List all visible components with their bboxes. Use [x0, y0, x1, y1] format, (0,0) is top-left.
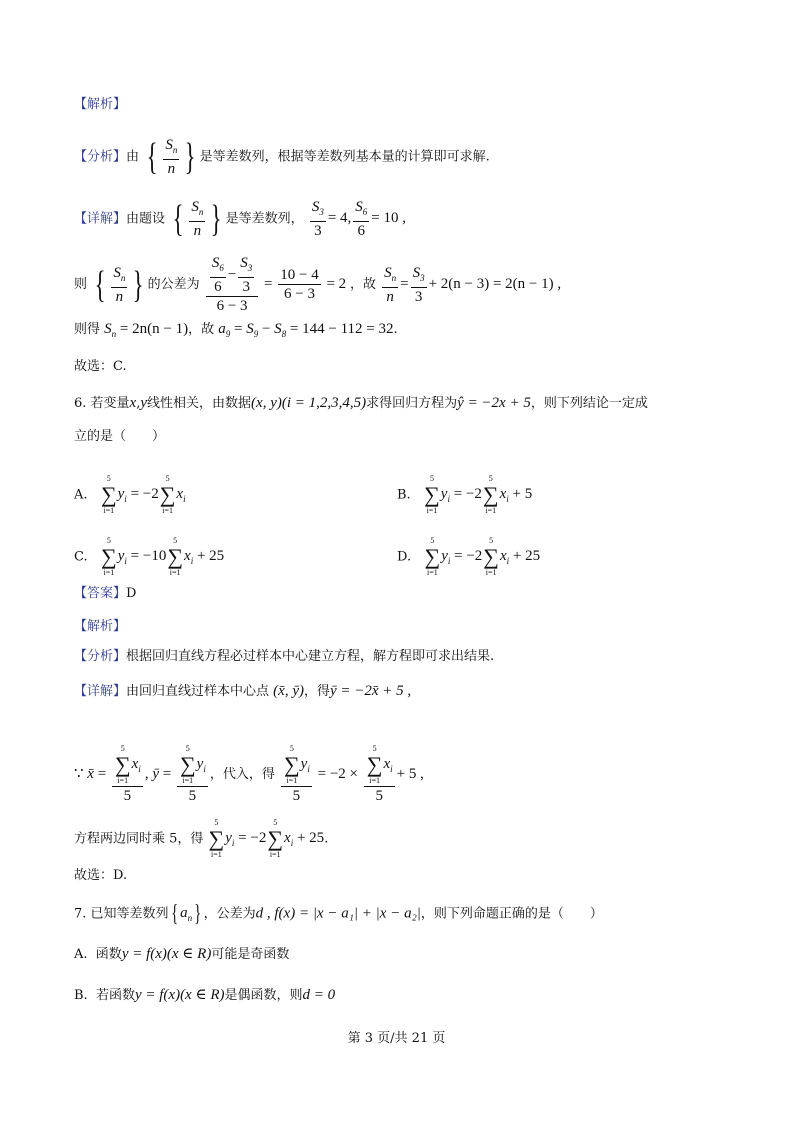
jiexi-label-1: 【解析】 — [74, 97, 127, 112]
page-footer: 第 3 页/共 21 页 — [347, 1031, 446, 1046]
q5-answer: 故选：C. — [74, 359, 127, 374]
q6-detail-line1: 【详解】由回归直线过样本中心点 (x̄, ȳ)，得ȳ = −2x̄ + 5 , — [74, 683, 412, 699]
q6-answer-line: 【答案】D — [74, 586, 137, 601]
q6-option-d: D. 5 ∑ i=1 $y_i = -2$ 5 ∑ i=1 $x_i + 25$ — [397, 536, 541, 577]
q6-analysis: 【分析】根据回归直线方程必过样本中心建立方程，解方程即可求出结果. — [74, 649, 495, 664]
q6-detail-line3: 方程两边同时乘 5，得 5 ∑ i=1 $y_i = -2$ 5 ∑ i=1 $x_i + 25$. — [74, 818, 329, 859]
q6-stem-line1: 6. 若变量x,y线性相关，由数据(x, y)(i = 1,2,3,4,5)求得回归方程为ŷ = −2x + 5，则下列结论一定成 — [74, 395, 648, 411]
q7-stem: 7. 已知等差数列{ $a_n$} ，公差为d , f(x) = |x − a₁| + |x − a₂|，则下列命题正确的是（ ） — [74, 901, 603, 927]
q7-option-a: A. 函数y = f(x)(x ∈ R)可能是奇函数 — [74, 946, 290, 962]
q6-option-a: A. 5 ∑ i=1 $y_i = -2$ 5 ∑ i=1 $x_i$ — [74, 474, 186, 515]
q7-option-b: B. 若函数y = f(x)(x ∈ R)是偶函数，则d = 0 — [74, 987, 336, 1003]
q6-stem-line2: 立的是（ ） — [74, 429, 166, 444]
q5-detail-line1: 【详解】由题设 { $\frac{S_n}{n}$ } 是等差数列， $\frac{S_3}{3}$ = 4, $\frac{S_6}{6}$ = 10 , — [74, 198, 407, 240]
q6-option-c: C. 5 ∑ i=1 $y_i = -10$ 5 ∑ i=1 $x_i + 25$ — [74, 536, 225, 577]
q5-detail-line3: 则得 $S_n = 2n(n - 1)$，故 $a_9 = S_9 - S_8 = 144 - 112 = 32$. — [74, 321, 398, 339]
q5-analysis: 【分析】由 { $\frac{S_n}{n}$ } 是等差数列，根据等差数列基本量的计算即可求解. — [74, 136, 490, 178]
q6-final-answer: 故选：D. — [74, 868, 128, 883]
q6-detail-line2: ∵ x̄ = 5 ∑ i=1 $x_i$ 5 , ȳ = 5 ∑ i=1 $y_i$ 5 ，代入，得 5 ∑ i=1 $y_i$ 5 = −2 × 5 ∑ i=1 $x_i$ 5 + 5 , — [74, 744, 424, 804]
jiexi-label-2: 【解析】 — [74, 619, 127, 634]
q5-detail-line2: 则 { $\frac{S_n}{n}$ } 的公差为 $\frac{S_6}{6}$ − $\frac{S_3}{3}$ 6 − 3 = $\frac{10 - 4}{6 - 3}$ = 2 ，故 $\frac{S_n}{n}$ = $\frac{S_3}{3}$ + 2(n − 3) = 2(n − 1) , — [74, 255, 562, 314]
q6-option-b: B. 5 ∑ i=1 $y_i = -2$ 5 ∑ i=1 $x_i + 5$ — [397, 474, 533, 515]
